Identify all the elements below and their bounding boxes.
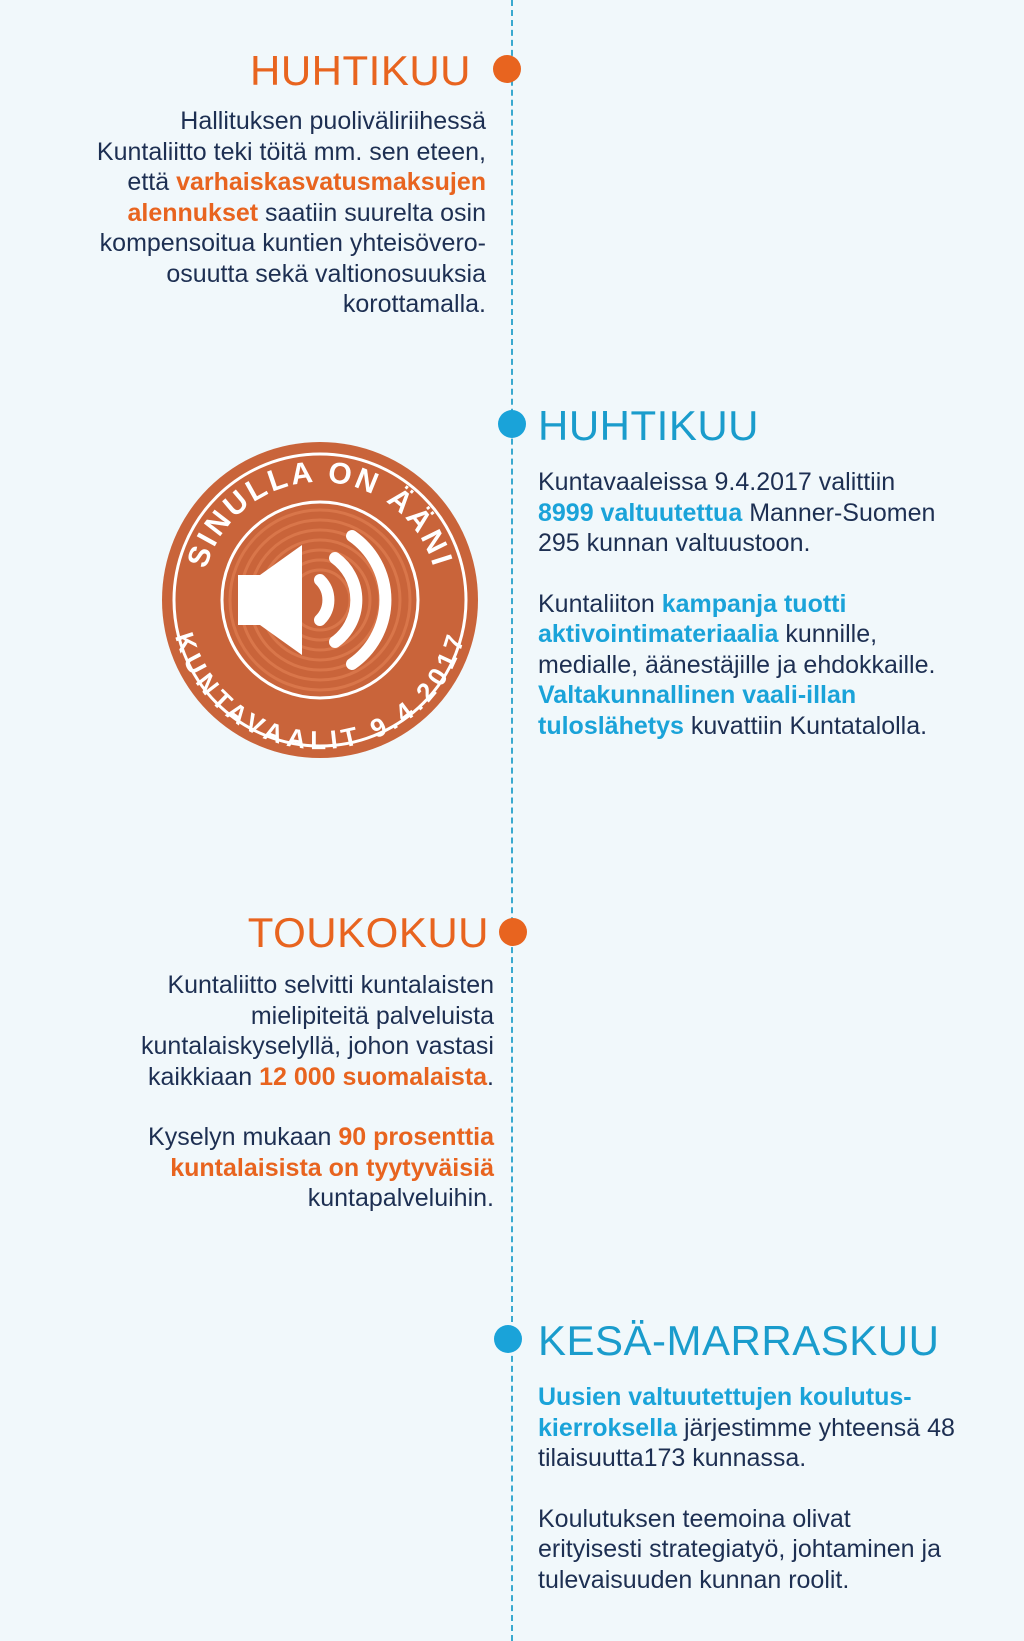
section2-paragraph-2 xyxy=(538,589,938,742)
timeline-dot-3 xyxy=(499,918,527,946)
text-span: . xyxy=(487,1062,494,1091)
text-span: Manner-Suomen 295 kunnan valtuustoon. xyxy=(538,498,936,557)
election-badge xyxy=(160,440,480,760)
section1-paragraph xyxy=(66,106,486,320)
section3-title: TOUKOKUU xyxy=(247,909,489,956)
text-span: kuvattiin Kuntatalolla. xyxy=(683,711,928,740)
badge-top-text: SINULLA ON ÄÄNI xyxy=(181,455,459,572)
badge-bottom-text: KUNTAVAALIT 9.4.2017 xyxy=(169,628,471,756)
text-span: Kyselyn mukaan xyxy=(148,1123,339,1151)
timeline-dot-1 xyxy=(493,55,521,83)
text-span: järjestimme yhteensä 48 tilaisuutta173 kunnassa. xyxy=(538,1413,955,1472)
section4-title: KESÄ-MARRASKUU xyxy=(538,1317,940,1364)
text-span: saatiin suurelta osin kompensoitua kuntien yhteisövero-osuutta sekä valtionosuuksia korottamalla. xyxy=(99,198,486,318)
highlight-text: 12 000 suomalaista xyxy=(259,1062,488,1091)
timeline-dot-2 xyxy=(498,410,526,438)
highlight-text: 8999 valtuutettua xyxy=(538,498,743,527)
highlight-text: Uusien valtuutettujen koulutus-kierroksella xyxy=(538,1383,912,1442)
section4-paragraph-2 xyxy=(538,1504,958,1596)
text-span: kuntapalveluihin. xyxy=(307,1184,494,1212)
badge-background xyxy=(162,442,478,758)
section4-paragraph-1 xyxy=(538,1382,958,1474)
section3-paragraph-2 xyxy=(94,1122,494,1214)
text-span: Kuntaliitto selvitti kuntalaisten mielipiteitä palveluista kuntalaiskyselyllä, johon vastasi kaikkiaan xyxy=(141,971,494,1091)
section2-text xyxy=(538,467,938,741)
highlight-text: varhaiskasvatusmaksujen alennukset xyxy=(127,168,486,227)
text-span: Kuntaliiton xyxy=(538,589,662,618)
section2-paragraph-1 xyxy=(538,467,938,559)
timeline-dot-4 xyxy=(494,1325,522,1353)
text-span: Hallituksen puoliväliriihessä Kuntaliitto teki töitä mm. sen eteen, että xyxy=(96,107,486,196)
section3-paragraph-1 xyxy=(94,970,494,1092)
section4-text xyxy=(538,1382,958,1595)
section1-title: HUHTIKUU xyxy=(250,47,471,94)
section2-title: HUHTIKUU xyxy=(538,402,759,449)
highlight-text: 90 prosenttia kuntalaisista on tyytyväisiä xyxy=(170,1123,494,1182)
section1-text xyxy=(66,106,486,320)
text-span: Kuntavaaleissa 9.4.2017 valittiin xyxy=(538,468,896,496)
text-span: kunnille, medialle, äänestäjille ja ehdokkaille. xyxy=(538,620,936,679)
timeline-line xyxy=(511,0,513,1641)
section3-text xyxy=(94,970,494,1214)
text-span: Koulutuksen teemoina olivat erityisesti strategiatyö, johtaminen ja tulevaisuuden kunnan roolit. xyxy=(538,1504,941,1594)
highlight-text: Valtakunnallinen vaali-illan tuloslähetys xyxy=(538,681,857,740)
highlight-text: kampanja tuotti aktivointimateriaalia xyxy=(538,589,847,648)
